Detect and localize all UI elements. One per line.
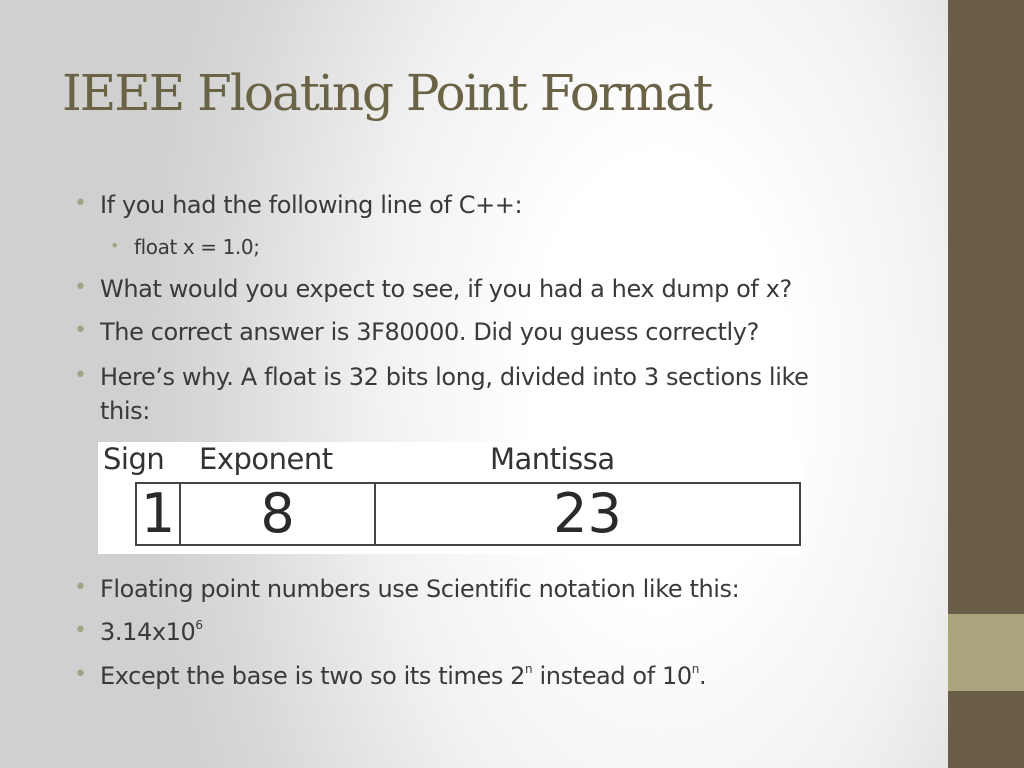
superscript-n: n <box>691 662 699 676</box>
bullet-text: If you had the following line of C++: <box>100 191 523 219</box>
sci-notation-exponent: 6 <box>195 618 203 632</box>
superscript-n: n <box>525 662 533 676</box>
mantissa-label: Mantissa <box>490 442 615 476</box>
sign-label: Sign <box>103 442 165 476</box>
exponent-label: Exponent <box>199 442 333 476</box>
bullet-dot: • <box>74 318 87 343</box>
bullet-dot: • <box>74 662 87 687</box>
bullet-item <box>74 318 759 346</box>
bullet-continuation <box>100 397 150 425</box>
mantissa-bits-cell: 23 <box>374 484 799 544</box>
sidebar-accent-block <box>948 614 1024 691</box>
bullet-text-line2: this: <box>100 397 150 425</box>
bullet-text-pre: Except the base is two so its times 2 <box>100 662 526 690</box>
float-layout-diagram <box>98 442 802 554</box>
bullet-item <box>74 191 523 219</box>
bullet-text: The correct answer is 3F80000. Did you guess correctly? <box>100 318 759 346</box>
bullet-dot: • <box>74 575 87 600</box>
bullet-item <box>74 363 809 391</box>
bullet-item <box>74 275 792 303</box>
bit-fields-row <box>135 482 801 546</box>
bullet-text-post: . <box>698 662 707 690</box>
sci-notation-base: 3.14x10 <box>100 618 196 646</box>
bullet-item <box>74 575 740 603</box>
bullet-item <box>74 618 203 646</box>
bullet-dot: • <box>74 275 87 300</box>
bullet-text: What would you expect to see, if you had a hex dump of x? <box>100 275 792 303</box>
exponent-bits-cell: 8 <box>179 484 374 544</box>
sub-bullet-item <box>110 235 260 259</box>
bullet-item <box>74 662 707 690</box>
code-line: float x = 1.0; <box>134 235 260 259</box>
bullet-text: Floating point numbers use Scientific notation like this: <box>100 575 740 603</box>
slide-title: IEEE Floating Point Format <box>62 64 712 122</box>
sign-bits-cell: 1 <box>140 482 176 545</box>
bullet-dot: • <box>74 191 87 216</box>
bullet-dot: • <box>74 618 87 643</box>
bullet-text-mid: instead of 10 <box>532 662 692 690</box>
bullet-dot: • <box>74 363 87 388</box>
bullet-text-line1: Here’s why. A float is 32 bits long, divided into 3 sections like <box>100 363 809 391</box>
bullet-dot: • <box>110 236 120 255</box>
